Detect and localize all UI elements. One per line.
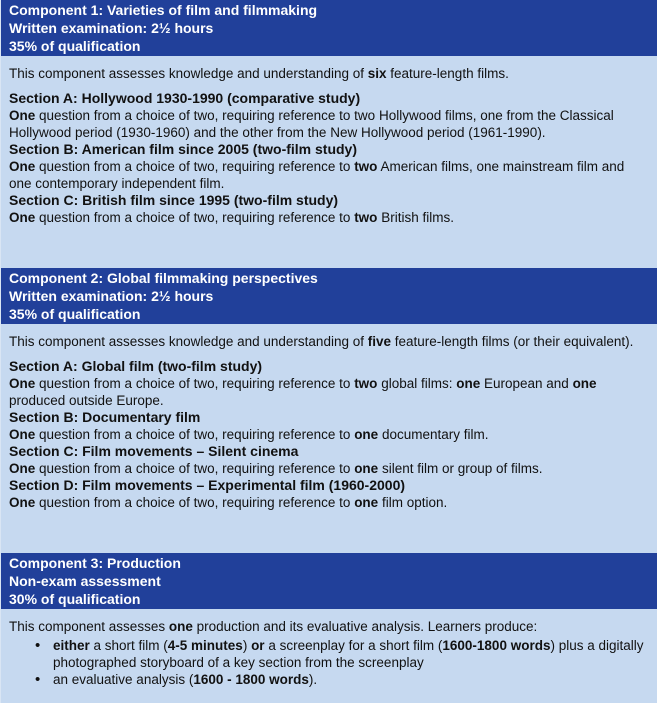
bullet-item: • an evaluative analysis (1600 - 1800 words). bbox=[53, 671, 649, 688]
production-list bbox=[9, 637, 649, 688]
section-title: Section B: American film since 2005 (two-film study) bbox=[9, 141, 358, 157]
section-description: One question from a choice of two, requiring reference to one silent film or group of films. bbox=[9, 461, 543, 476]
component-title: Component 2: Global filmmaking perspectives bbox=[9, 270, 318, 286]
section-title: Section D: Film movements – Experimental film (1960-2000) bbox=[9, 477, 406, 493]
component-weight: 35% of qualification bbox=[9, 306, 141, 322]
component-3-body bbox=[1, 609, 657, 703]
component-3 bbox=[1, 553, 657, 703]
section-c bbox=[9, 443, 649, 477]
component-1-header bbox=[1, 0, 657, 56]
component-exam: Non-exam assessment bbox=[9, 573, 161, 589]
section-title: Section C: British film since 1995 (two-film study) bbox=[9, 192, 339, 208]
section-title: Section C: Film movements – Silent cinema bbox=[9, 443, 299, 459]
component-intro: This component assesses knowledge and understanding of five feature-length films (or their equivalent). bbox=[9, 334, 634, 349]
component-3-header bbox=[1, 553, 657, 609]
section-description: One question from a choice of two, requiring reference to one film option. bbox=[9, 495, 448, 510]
section-c bbox=[9, 192, 649, 226]
section-description: One question from a choice of two, requiring reference to two British films. bbox=[9, 210, 454, 225]
component-1 bbox=[1, 0, 657, 268]
component-exam: Written examination: 2½ hours bbox=[9, 288, 214, 304]
section-title: Section B: Documentary film bbox=[9, 409, 201, 425]
component-intro: This component assesses one production and its evaluative analysis. Learners produce: bbox=[9, 619, 538, 634]
component-intro: This component assesses knowledge and understanding of six feature-length films. bbox=[9, 66, 509, 81]
section-description: One question from a choice of two, requiring reference to two Hollywood films, one from the Classical Hollywood period (1930-1960) and the other from the New Hollywood period (1961-1990). bbox=[9, 108, 614, 140]
component-weight: 35% of qualification bbox=[9, 38, 141, 54]
bullet-item: • either a short film (4-5 minutes) or a screenplay for a short film (1600-1800 words) plus a digitally photographed storyboard of a key section from the screenplay bbox=[53, 637, 649, 671]
section-b bbox=[9, 409, 649, 443]
section-a bbox=[9, 90, 649, 141]
section-a bbox=[9, 358, 649, 409]
component-weight: 30% of qualification bbox=[9, 591, 141, 607]
component-2 bbox=[1, 268, 657, 553]
component-title: Component 1: Varieties of film and filmmaking bbox=[9, 2, 318, 18]
section-title: Section A: Global film (two-film study) bbox=[9, 358, 263, 374]
component-title: Component 3: Production bbox=[9, 555, 181, 571]
section-title: Section A: Hollywood 1930-1990 (comparative study) bbox=[9, 90, 361, 106]
component-2-body bbox=[1, 324, 657, 553]
section-description: One question from a choice of two, requiring reference to two global films: one European and one produced outside Europe. bbox=[9, 376, 597, 408]
section-description: One question from a choice of two, requiring reference to two American films, one mainstream film and one contemporary independent film. bbox=[9, 159, 625, 191]
component-exam: Written examination: 2½ hours bbox=[9, 20, 214, 36]
component-1-body bbox=[1, 56, 657, 268]
section-d bbox=[9, 477, 649, 511]
section-description: One question from a choice of two, requiring reference to one documentary film. bbox=[9, 427, 489, 442]
component-2-header bbox=[1, 268, 657, 324]
section-b bbox=[9, 141, 649, 192]
